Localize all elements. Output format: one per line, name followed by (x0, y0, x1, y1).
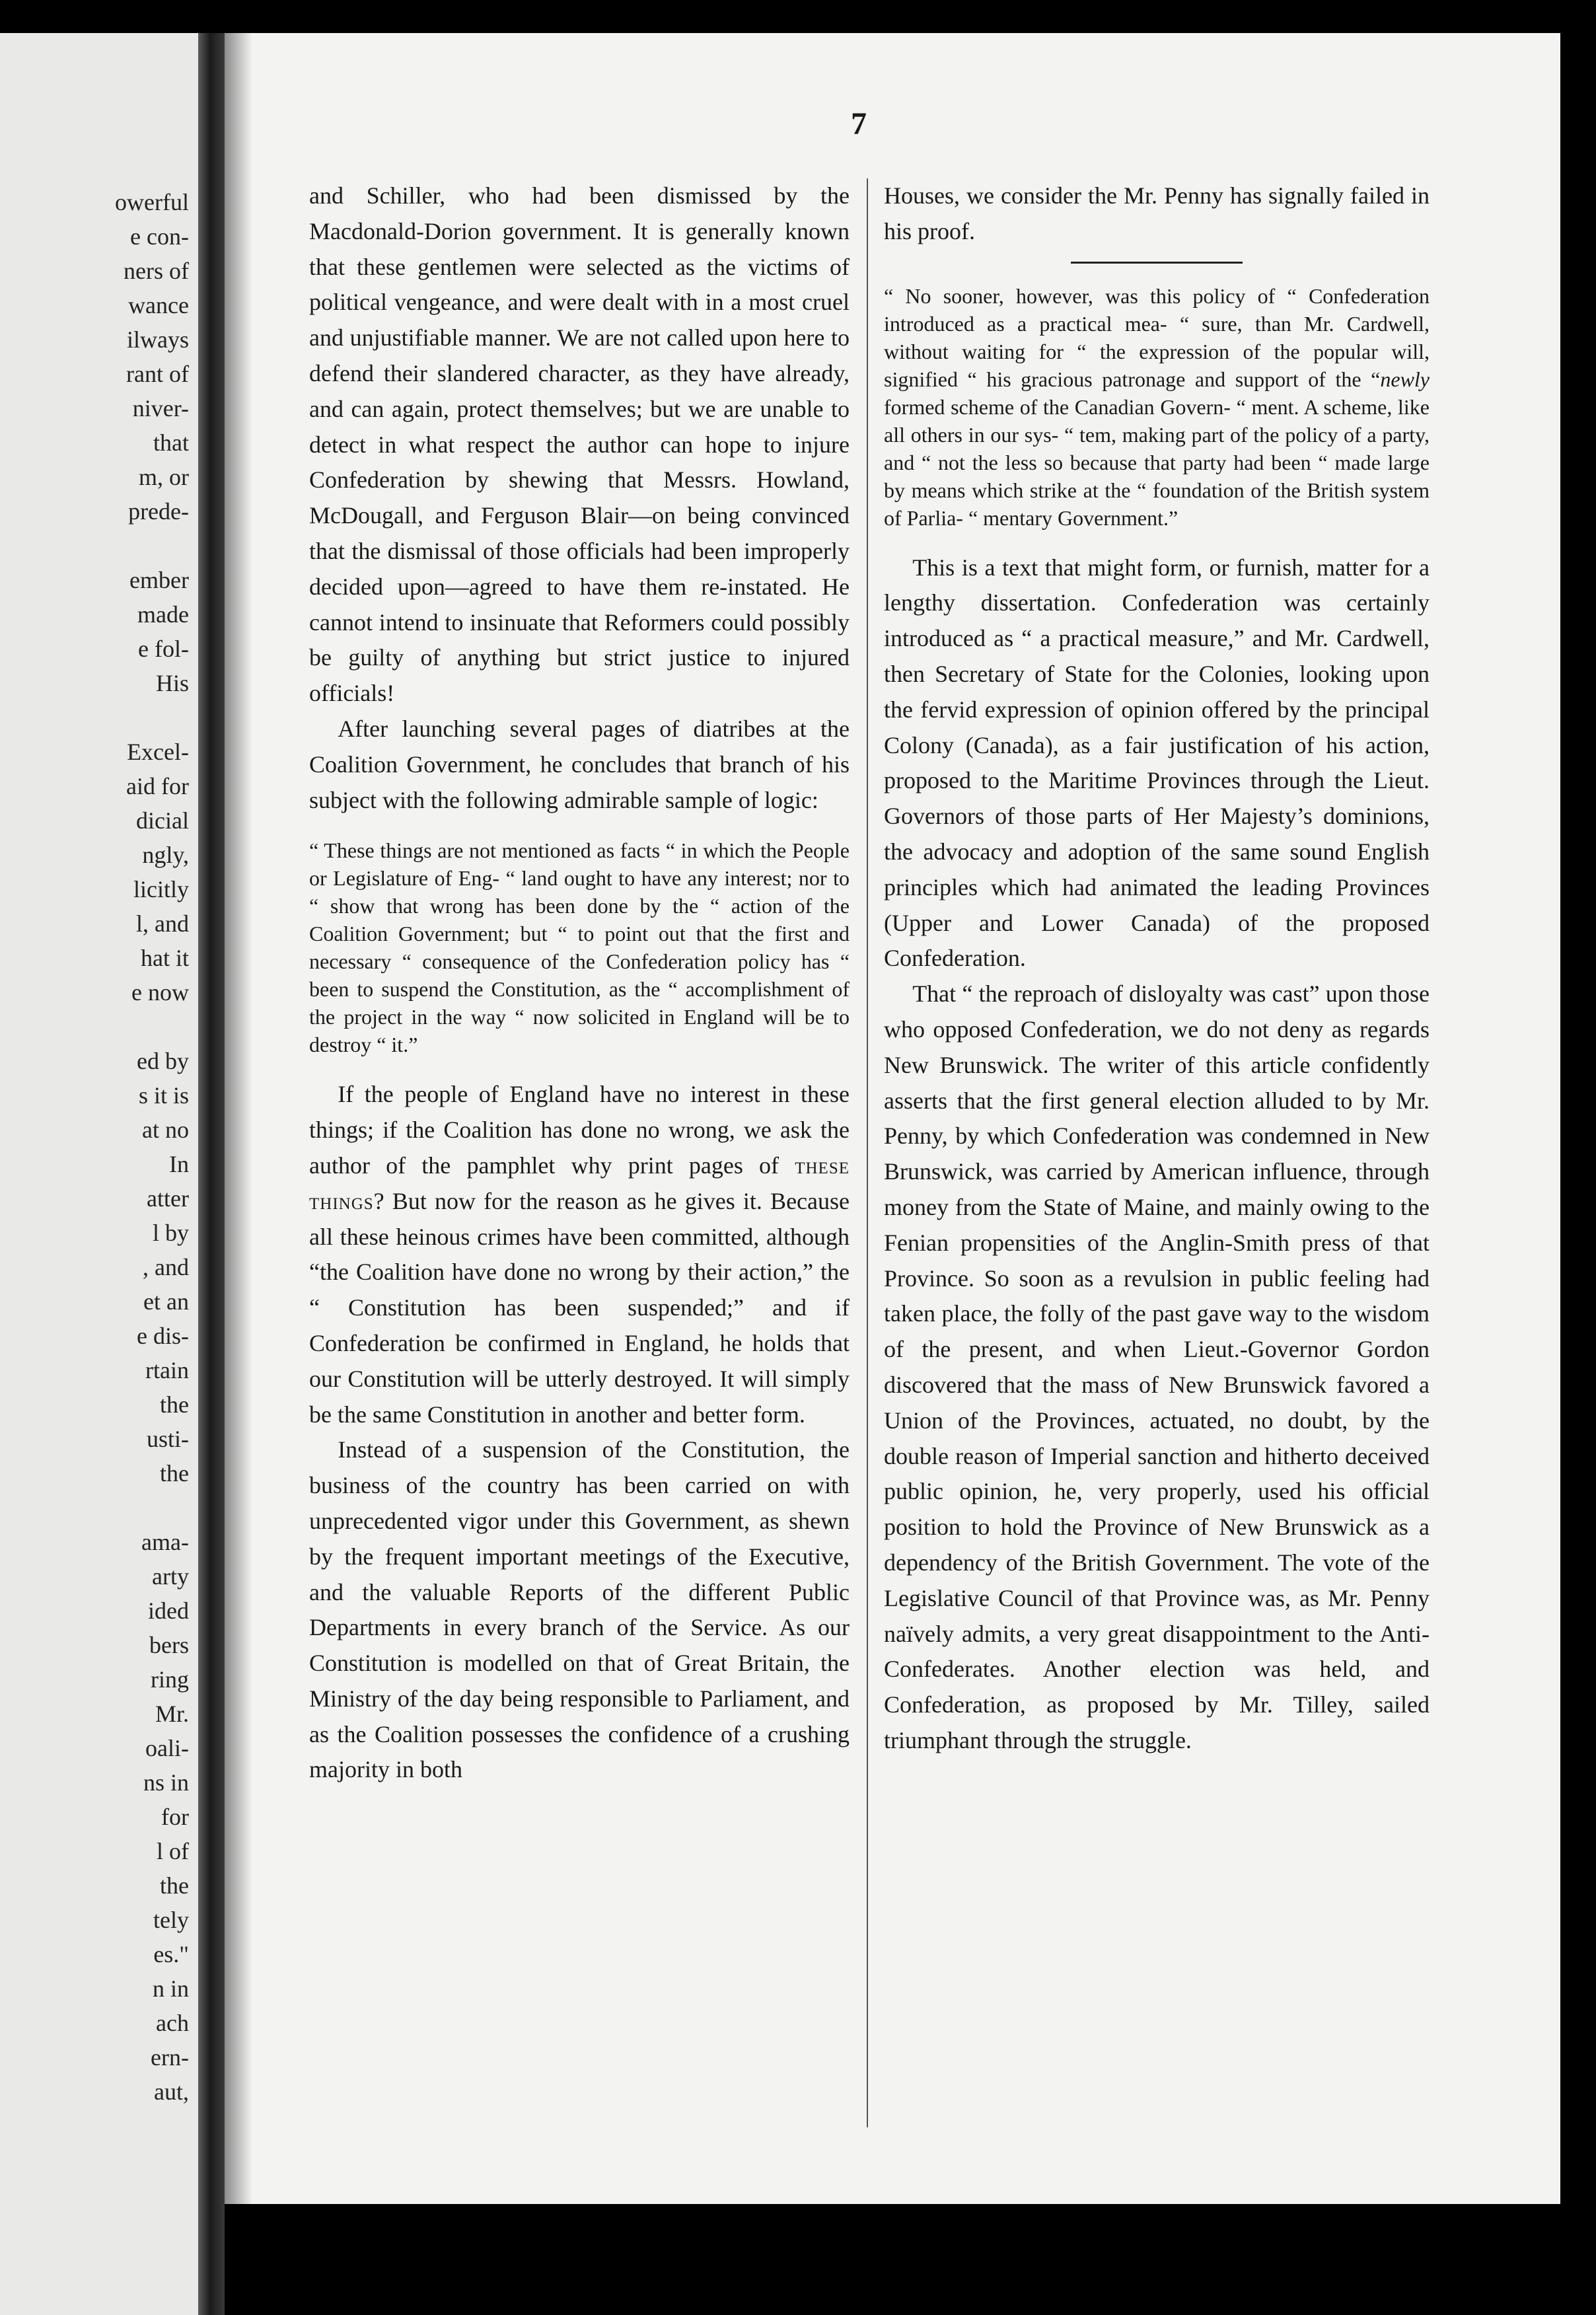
facing-page (0, 33, 198, 2315)
facing-page-fragment: e fol- (138, 636, 189, 662)
text-span: formed scheme of the Canadian Govern- “ ment. A scheme, like all others in our sys- “ tem, making part of the policy of a party, and “ not the less so because that party had been “ made large by means which strike at the “ foundation of the British system of Parlia- “ mentary Government.” (884, 394, 1430, 530)
facing-page-fragment: ern- (151, 2044, 189, 2071)
facing-page-fragment: ring (151, 1666, 189, 1693)
page (225, 33, 1560, 2204)
facing-page-fragment: e now (131, 979, 189, 1006)
facing-page-fragment: dicial (136, 807, 189, 834)
paragraph (309, 1077, 850, 1432)
facing-page-fragment: s it is (138, 1082, 189, 1109)
facing-page-fragment: oali- (145, 1735, 189, 1761)
text-span: If the people of England have no interest in these things; if the Coalition has done no wrong, we ask the author of the pamphlet why print pages of (309, 1081, 850, 1179)
paragraph: After launching several pages of diatribes at the Coalition Government, he concludes that branch of his subject with the following admirable sample of logic: (309, 715, 850, 813)
facing-page-fragment: made (137, 601, 189, 628)
section-rule (1071, 262, 1243, 264)
facing-page-fragment: rtain (145, 1357, 189, 1383)
facing-page-fragment: Excel- (127, 739, 189, 765)
facing-page-fragment: aid for (126, 773, 189, 799)
paragraph: That “ the reproach of disloyalty was cast” upon those who opposed Confederation, we do not deny as regards New Brunswick. The writer of this article confidently asserts that the first general election alluded to by Mr. Penny, by which Confederation was condemned in New Brunswick, was carried by American influence, through money from the State of Maine, and mainly owing to the Fenian propensities of the Anglin-Smith press of that Province. So soon as a revulsion in public feeling had taken place, the folly of the past gave way to the wisdom of the present, and when Lieut.-Governor Gordon discovered that the mass of New Brunswick favored a Union of the Provinces, actuated, no doubt, by the double reason of Imperial sanction and hitherto deceived public opinion, he, very properly, used his official position to hold the Province of New Brunswick as a dependency of the British Government. The vote of the Legislative Council of that Province was, as Mr. Penny naïvely admits, a very great disappointment to the Anti-Confederates. Another election was held, and Confederation, as proposed by Mr. Tilley, sailed triumphant through the struggle. (884, 980, 1430, 1753)
facing-page-fragment: ilways (127, 326, 189, 353)
scan-border (225, 2204, 1560, 2315)
small-caps-text: these things (309, 1152, 850, 1214)
column-left (309, 178, 850, 1788)
facing-page-fragment: In (169, 1151, 189, 1177)
paragraph: This is a text that might form, or furnish, matter for a lengthy dissertation. Confederation was certainly introduced as “ a practical measure,” and Mr. Cardwell, then Secretary of State for the Colonies, looking upon the fervid expression of opinion offered by the principal Colony (Canada), as a fair justification of his action, proposed to the Maritime Provinces through the Lieut. Governors of those parts of Her Majesty’s dominions, the advocacy and adoption of the same sound English principles which had animated the leading Provinces (Upper and Lower Canada) of the proposed Confederation. (884, 554, 1430, 972)
facing-page-fragment: ided (148, 1598, 189, 1624)
facing-page-fragment: n in (152, 1975, 189, 2002)
facing-page-fragment: l, and (136, 910, 189, 937)
facing-page-fragment: l by (152, 1220, 189, 1246)
facing-page-fragment: ach (156, 2010, 189, 2036)
column-divider (867, 178, 868, 2127)
facing-page-fragment: ners of (124, 258, 189, 284)
facing-page-fragment: e dis- (137, 1323, 189, 1349)
facing-page-fragment: wance (128, 292, 189, 318)
facing-page-fragment: ngly, (142, 842, 189, 868)
page-number: 7 (851, 106, 867, 141)
facing-page-fragment: rant of (126, 361, 189, 387)
italic-text: newly (1380, 367, 1430, 391)
column-right (884, 178, 1430, 1759)
facing-page-fragment: e con- (130, 223, 189, 250)
book-gutter (198, 33, 225, 2315)
facing-page-fragment: arty (152, 1563, 189, 1590)
facing-page-fragment: prede- (128, 498, 189, 525)
facing-page-fragment: ed by (137, 1048, 189, 1074)
facing-page-fragment: the (160, 1872, 189, 1899)
facing-page-fragment: Mr. (155, 1701, 189, 1727)
facing-page-fragment: that (153, 429, 189, 456)
facing-page-fragment: ns in (143, 1769, 189, 1796)
facing-page-fragment: at no (142, 1117, 189, 1143)
facing-page-fragment: the (160, 1391, 189, 1418)
facing-page-fragment: bers (149, 1632, 189, 1658)
facing-page-fragment: for (161, 1804, 189, 1830)
facing-page-fragment: l of (157, 1838, 189, 1864)
paragraph: Instead of a suspension of the Constitution, the business of the country has been carried on with unprecedented vigor under this Government, as shewn by the frequent important meetings of the Executive, and the valuable Reports of the different Public Departments in every branch of the Service. As our Constitution is modelled on that of Great Britain, the Ministry of the day being responsible to Parliament, and as the Coalition possesses the confidence of a crushing majority in both (309, 1436, 850, 1783)
block-quote: “ These things are not mentioned as facts “ in which the People or Legislature of Eng- “ land ought to have any interest; nor to “ show that wrong has been done by the “ action of the Coalition Government; but “ to point out that the first and necessary “ consequence of the Confederation policy has “ been to suspend the Constitution, as the “ accomplishment of the project in the way “ now solicited in England will be to destroy “ it.” (309, 838, 850, 1057)
facing-page-fragment: ama- (141, 1529, 189, 1555)
facing-page-fragment: the (160, 1460, 189, 1487)
facing-page-fragment: His (155, 670, 189, 696)
facing-page-fragment: niver- (132, 395, 189, 422)
facing-page-fragment: usti- (146, 1426, 189, 1452)
facing-page-fragment: atter (147, 1185, 189, 1212)
block-quote (884, 282, 1430, 532)
paragraph: and Schiller, who had been dismissed by the Macdonald-Dorion government. It is generally known that these gentlemen were selected as the victims of political vengeance, and were dealt with in a most cruel and unjustifiable manner. We are not called upon here to defend their slandered character, as they have already, and can again, protect themselves; but we are unable to detect in what respect the author can hope to injure Confederation by shewing that Messrs. Howland, McDougall, and Ferguson Blair—on being convinced that the dismissal of those officials had been improperly decided upon—agreed to have them re-instated. He cannot intend to insinuate that Reformers could possibly be guilty of anything but strict justice to injured officials! (309, 182, 850, 707)
facing-page-fragment: , and (143, 1254, 189, 1280)
facing-page-fragment: es." (153, 1941, 189, 1967)
gutter-shadow (225, 33, 252, 2204)
facing-page-fragment: licitly (133, 876, 189, 902)
text-span: “ No sooner, however, was this policy of “ Confederation introduced as a practical mea- “ sure, than Mr. Cardwell, without waiting for “ the expression of the popular will, signified “ his gracious patronage and support of the “ (884, 283, 1430, 391)
facing-page-fragment: aut, (154, 2078, 189, 2105)
facing-page-fragment: tely (153, 1907, 189, 1933)
paragraph: Houses, we consider the Mr. Penny has signally failed in his proof. (884, 182, 1430, 244)
facing-page-fragment: owerful (115, 189, 189, 215)
facing-page-fragment: et an (143, 1288, 189, 1315)
facing-page-fragment: ember (129, 567, 189, 593)
text-span: ? But now for the reason as he gives it. Because all these heinous crimes have been committed, although “the Coalition have done no wrong by their action,” the “ Constitution has been suspended;” and if Confederation be confirmed in England, he holds that our Constitution will be utterly destroyed. It will simply be the same Constitution in another and better form. (309, 1187, 850, 1428)
facing-page-fragment: m, or (139, 464, 189, 490)
facing-page-fragment: hat it (141, 945, 189, 971)
